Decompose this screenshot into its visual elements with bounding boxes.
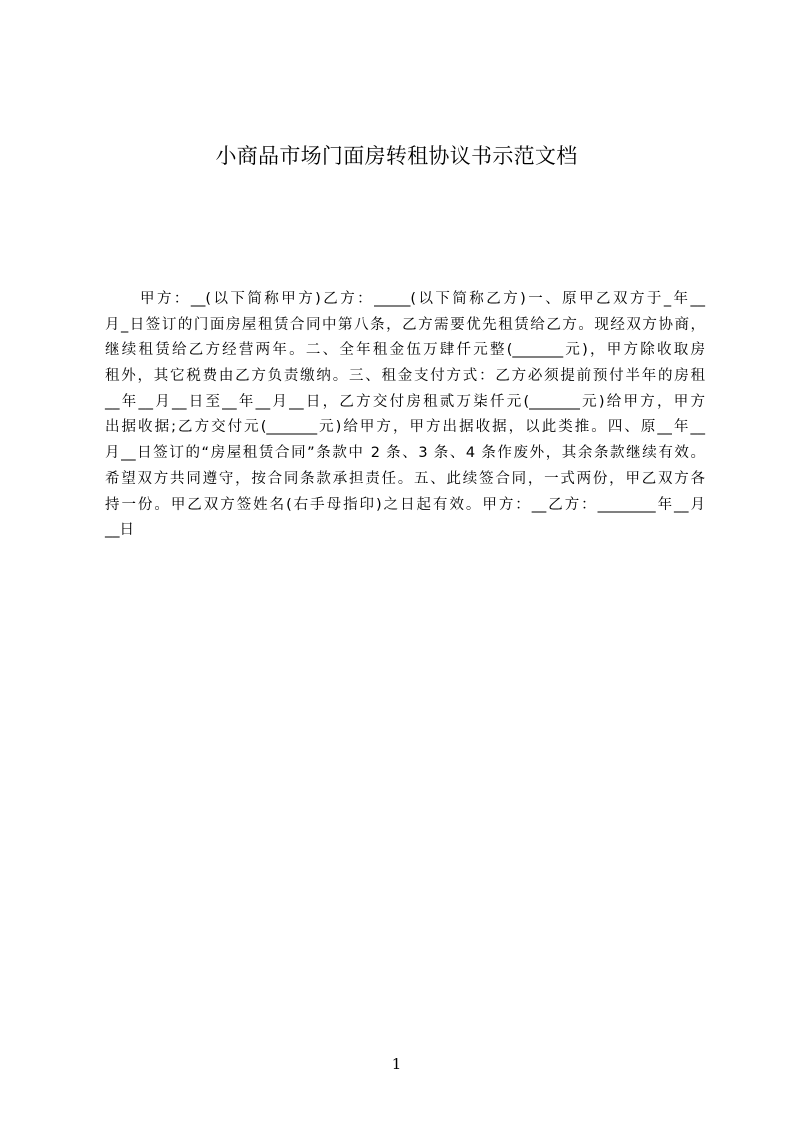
body-line: __年__月__日至__年__月__日，乙方交付房租贰万柒仟元(_______元)给甲方，甲方 <box>105 393 705 410</box>
page-number: 1 <box>391 1055 402 1073</box>
body-line: __日 <box>105 522 134 539</box>
body-line: 月__日签订的“房屋租赁合同”条款中 2 条、3 条、4 条作废外，其余条款继续有效。 <box>105 445 705 462</box>
body-line: 甲方：__(以下简称甲方)乙方：_____(以下简称乙方)一、原甲乙双方于_年__ <box>140 291 705 307</box>
body-line: 出据收据;乙方交付元(_______元)给甲方，甲方出据收据，以此类推。四、原__年__ <box>105 419 705 436</box>
body-line: 希望双方共同遵守，按合同条款承担责任。五、此续签合同，一式两份，甲乙双方各 <box>105 470 705 487</box>
body-line: 租外，其它税费由乙方负责缴纳。三、租金支付方式：乙方必须提前预付半年的房租 <box>105 368 705 385</box>
body-line: 继续租赁给乙方经营两年。二、全年租金伍万肆仟元整(_______元)，甲方除收取房 <box>105 342 705 359</box>
body-line: 持一份。甲乙双方签姓名(右手母指印)之日起有效。甲方：__乙方：________年__月 <box>105 496 705 513</box>
body-line: 月_日签订的门面房屋租赁合同中第八条，乙方需要优先租赁给乙方。现经双方协商， <box>105 316 705 333</box>
document-body <box>105 287 705 544</box>
page-title: 小商品市场门面房转租协议书示范文档 <box>215 144 578 168</box>
